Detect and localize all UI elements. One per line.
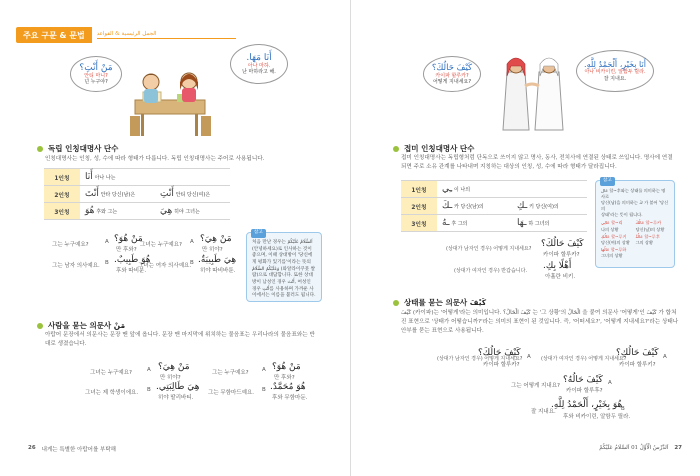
- example-arabic: كَيْفَ حَالُكِ؟: [616, 348, 659, 358]
- speaker-letter: A: [105, 239, 109, 245]
- example-gloss: 만 히야?: [160, 375, 181, 381]
- section-title: 상태를 묻는 의문사 كَيْفَ: [404, 298, 487, 307]
- table-row: [44, 186, 230, 203]
- table-cell: ـكَ 카 당신(남)의: [437, 198, 512, 215]
- section-title: 독립 인칭대명사 단수: [48, 144, 119, 153]
- table-cell: ـهُ 후 그의: [437, 215, 512, 232]
- speaker-letter: B: [190, 260, 194, 266]
- table-row: [401, 181, 587, 198]
- row-label: 2인칭: [401, 198, 437, 215]
- bubble-arabic: أَنَا بِخَيْرٍ، أَلْحَمْدُ لِلَّهِ.: [584, 60, 646, 69]
- section-how-question: [393, 297, 486, 308]
- speaker-letter: A: [608, 380, 612, 386]
- example-korean: 그는 남자 의사예요.: [52, 263, 100, 269]
- bullet-icon: [393, 300, 399, 306]
- example-gloss: 아흘란 비키.: [545, 274, 576, 280]
- speech-bubble-how-are-you: [423, 56, 481, 92]
- table-row: [401, 198, 587, 215]
- girls-illustration: [115, 70, 230, 140]
- speech-bubble-who-are-you: [70, 56, 122, 92]
- note-box-hal: [595, 180, 675, 268]
- example-gloss: 후와 비카이린, 알함두 릴라.: [563, 414, 631, 420]
- men-illustration: [499, 52, 569, 132]
- table-cell: [155, 169, 230, 186]
- example-gloss: 후와 무함마둔.: [272, 395, 308, 401]
- row-label: 3인칭: [401, 215, 437, 232]
- example-arabic: مَنْ هِيَ؟: [200, 234, 232, 244]
- example-gloss: 카이파 할루카?: [483, 362, 520, 368]
- example-korean: 그는 어떻게 지내요?: [511, 383, 560, 389]
- note-tag: 참고: [600, 177, 615, 186]
- section-body: 인칭대명사는 인칭, 성, 수에 따라 형태가 다릅니다. 독립 인칭대명사는 주어로 사용됩니다.: [45, 156, 265, 162]
- table-cell: ـكِ 키 당신(여)의: [512, 198, 587, 215]
- example-korean: (상대가 남자인 경우) 어떻게 지내세요?: [446, 246, 532, 252]
- row-label: 1인칭: [401, 181, 437, 198]
- example-gloss: 카이파 할루키?: [619, 362, 656, 368]
- speech-bubble-i-am-maha: [230, 44, 288, 84]
- example-gloss: 히야 따비바툰.: [200, 268, 236, 274]
- section-body: كَيْفَ (카이파)는 '어떻게'라는 의미입니다. كَيْفَ الْحَالُ؟ 는 '그 상황'의 الْحَالُ 을 붙여 의문사 '어떻게'인 كَيْفَ 가 합쳐진 표현으로 '상태가 어떻습니까?'라는 의미의 표현이 된 것입니다. 즉, '어떠세요?', '어떻게 지내세요?'라는 상태나 안부를 묻는 표현으로 사용됩니다.: [401, 310, 679, 335]
- table-cell: أَنْتَ 안타 당신(남)은: [80, 186, 155, 203]
- table-row: [401, 215, 587, 232]
- note-box-greeting: [246, 232, 322, 302]
- example-korean: (상대가 여자인 경우) 반갑습니다.: [454, 268, 528, 274]
- example-arabic: مَنْ هُوَ؟: [114, 234, 143, 244]
- table-cell: هِيَ 히야 그녀는: [155, 203, 230, 220]
- lesson-title: اَلدَّرْسُ الْأَوَّلُ 01 اَلسَّلَامُ عَلَيْكُمْ: [599, 445, 669, 451]
- page-number: 27: [674, 445, 682, 451]
- example-korean: 그녀는 제 학생이에요.: [85, 390, 139, 396]
- example-arabic: مَنْ هُوَ؟: [272, 362, 301, 372]
- table-cell: ـهَا 하 그녀의: [512, 215, 587, 232]
- footer-left: [28, 445, 116, 453]
- speaker-letter: B: [621, 406, 625, 412]
- example-gloss: 히야 딸리바티.: [158, 395, 194, 401]
- note-line: حَالُهُ 할~루후 그의 상황: [635, 233, 660, 245]
- example-korean: 그녀는 여자 의사예요.: [138, 263, 192, 269]
- bubble-gloss: 아나 비카이린, 알함두 릴라.: [584, 69, 646, 75]
- bubble-korean: 어떻게 지내세요?: [432, 79, 472, 85]
- table-cell: أَنْتِ 안티 당신(여)은: [155, 186, 230, 203]
- example-korean: 그녀는 누구예요?: [140, 242, 182, 248]
- example-gloss: 카이파 할루후?: [566, 388, 603, 394]
- example-arabic: هُوَ مُحَمَّدٌ.: [270, 382, 306, 392]
- example-gloss: 만 히야?: [202, 247, 223, 253]
- speaker-letter: A: [262, 367, 266, 373]
- note-line: حَالُكَ 할~루카 당신(남)의 상황: [635, 220, 665, 232]
- note-line: 상태'라는 뜻이 됩니다.: [601, 212, 643, 218]
- table-cell: أَنَا 아나 나는: [80, 169, 155, 186]
- example-arabic: هُوَ بِخَيْرٍ، أَلْحَمْدُ لِلَّهِ.: [551, 400, 623, 410]
- example-arabic: هُوَ طَبِيبٌ.: [114, 255, 151, 265]
- section-title: 사람을 묻는 의문사 مَنْ: [48, 321, 126, 330]
- example-arabic: أَهْلًا بِكِ.: [543, 261, 572, 271]
- note-line: حَالُكِ 할~루키 당신(여)의 상황: [601, 233, 630, 245]
- bullet-icon: [393, 146, 399, 152]
- example-korean: 잘 지내요.: [531, 409, 556, 415]
- example-gloss: 카이파 할루카?: [543, 252, 580, 258]
- bubble-korean: 난 마하라고 해.: [242, 69, 276, 75]
- bubble-arabic: كَيْفَ حَالُكَ؟: [431, 62, 473, 73]
- suffix-table: [401, 180, 587, 232]
- speaker-letter: B: [105, 260, 109, 266]
- example-arabic: كَيْفَ حَالُكَ؟: [478, 348, 521, 358]
- pronoun-table: [44, 168, 230, 220]
- speaker-letter: A: [527, 354, 531, 360]
- example-arabic: كَيْفَ حَالُهُ؟: [563, 375, 603, 385]
- note-line: حَالُهَا 할~루하 그녀의 상황: [601, 246, 627, 258]
- bubble-gloss: 안티 마니?: [84, 72, 108, 79]
- row-label: 1인칭: [44, 169, 80, 186]
- bullet-icon: [37, 323, 43, 329]
- note-line: حَالِي 할~리 나의 상황: [601, 220, 623, 232]
- example-arabic: كَيْفَ حَالُكَ؟: [541, 239, 584, 249]
- row-label: 2인칭: [44, 186, 80, 203]
- bubble-arabic: مَنْ أَنْتِ؟: [79, 62, 113, 73]
- example-gloss: 만 후와?: [116, 247, 137, 253]
- table-cell: هُوَ 후와 그는: [80, 203, 155, 220]
- right-page: [350, 0, 700, 476]
- section-body: 아랍어 문장에서 의문사는 문장 맨 앞에 옵니다. 문장 맨 마지막에 위치하는 물음표는 우리나라의 물음표와는 반대로 생겼습니다.: [45, 332, 315, 348]
- bubble-korean: 잘 지내요.: [603, 75, 627, 82]
- book-title: 내게는 특별한 아랍어를 부탁해: [41, 447, 116, 453]
- note-line: حَال 할~후와는 상태를 의미하는 명사로: [601, 188, 666, 200]
- note-text: 처음 만난 경우는 اَلسَّلَامُ عَلَيْكُمْ (안녕하세요)로 인사하는 것이 좋으며, 이때 상대방이 '당신에게 평화가 있기를'이라는 뜻의 وَعَلَيْكُمُ السَّلَامُ (와알라이쿠뭇 쌀람)으로 대답합니다. 또한 상대방이 남성인 경우 أَنْتَ, 여성인 경우 أَنْتِ를 사용하며 가까운 사이에서는 이름을 불러도 됩니다.: [252, 240, 316, 299]
- example-gloss: 후와 따비분.: [116, 268, 147, 274]
- table-cell: [512, 181, 587, 198]
- table-cell: ـِي 이 나의: [437, 181, 512, 198]
- example-korean: (상대가 여자인 경우) 어떻게 지내세요?: [541, 356, 627, 362]
- bubble-gloss: 아나 마하.: [247, 62, 271, 69]
- example-korean: 그는 누구예요?: [212, 370, 249, 376]
- example-korean: 그는 무함마드예요.: [208, 390, 255, 396]
- bubble-arabic: أَنَا مَهَا.: [246, 52, 272, 63]
- header-subtitle: الجمل الرئيسية & القواعد: [97, 31, 236, 39]
- bullet-icon: [37, 146, 43, 152]
- speaker-letter: B: [147, 387, 151, 393]
- table-row: [44, 203, 230, 220]
- example-korean: 그녀는 누구예요?: [90, 370, 132, 376]
- section-title: 접미 인칭대명사 단수: [404, 144, 475, 153]
- example-korean: 그는 누구예요?: [52, 242, 89, 248]
- section-suffix-pronouns: [393, 143, 474, 154]
- bubble-gloss: 카이파 할루카?: [435, 72, 469, 79]
- note-tag: 참고: [251, 229, 266, 238]
- bubble-korean: 넌 누구야?: [84, 79, 108, 85]
- speaker-letter: B: [262, 387, 266, 393]
- example-arabic: مَنْ هِيَ؟: [158, 362, 190, 372]
- header-bar: [16, 27, 236, 43]
- row-label: 3인칭: [44, 203, 80, 220]
- example-gloss: 만 후와?: [274, 375, 295, 381]
- speaker-letter: A: [190, 239, 194, 245]
- section-who-question: [37, 320, 125, 331]
- page-number: 26: [28, 445, 36, 451]
- header-title: 주요 구문 & 문법: [16, 27, 92, 43]
- example-arabic: هِيَ طَالِبَتِي.: [156, 382, 200, 392]
- speech-bubble-i-am-fine: [576, 50, 654, 92]
- speaker-letter: A: [663, 354, 667, 360]
- section-independent-pronouns: [37, 143, 118, 154]
- example-korean: (상대가 남자인 경우) 어떻게 지내세요?: [437, 356, 523, 362]
- footer-right: [599, 445, 682, 451]
- section-body: 접미 인칭대명사는 독립형처럼 단독으로 쓰이지 않고 명사, 동사, 전치사에 연결된 상태로 쓰입니다. 명사에 연결되면 주로 소유 관계를 나타내며 지칭하는 대상의 인칭, 성, 수에 따라 형태가 달라집니다.: [401, 155, 673, 171]
- example-arabic: هِيَ طَبِيبَةٌ.: [198, 255, 237, 265]
- note-grid: [601, 220, 669, 259]
- table-row: [44, 169, 230, 186]
- note-line: 당신(남)을 의미하는 كَ 가 붙어 '당신의: [601, 200, 669, 212]
- speaker-letter: A: [147, 367, 151, 373]
